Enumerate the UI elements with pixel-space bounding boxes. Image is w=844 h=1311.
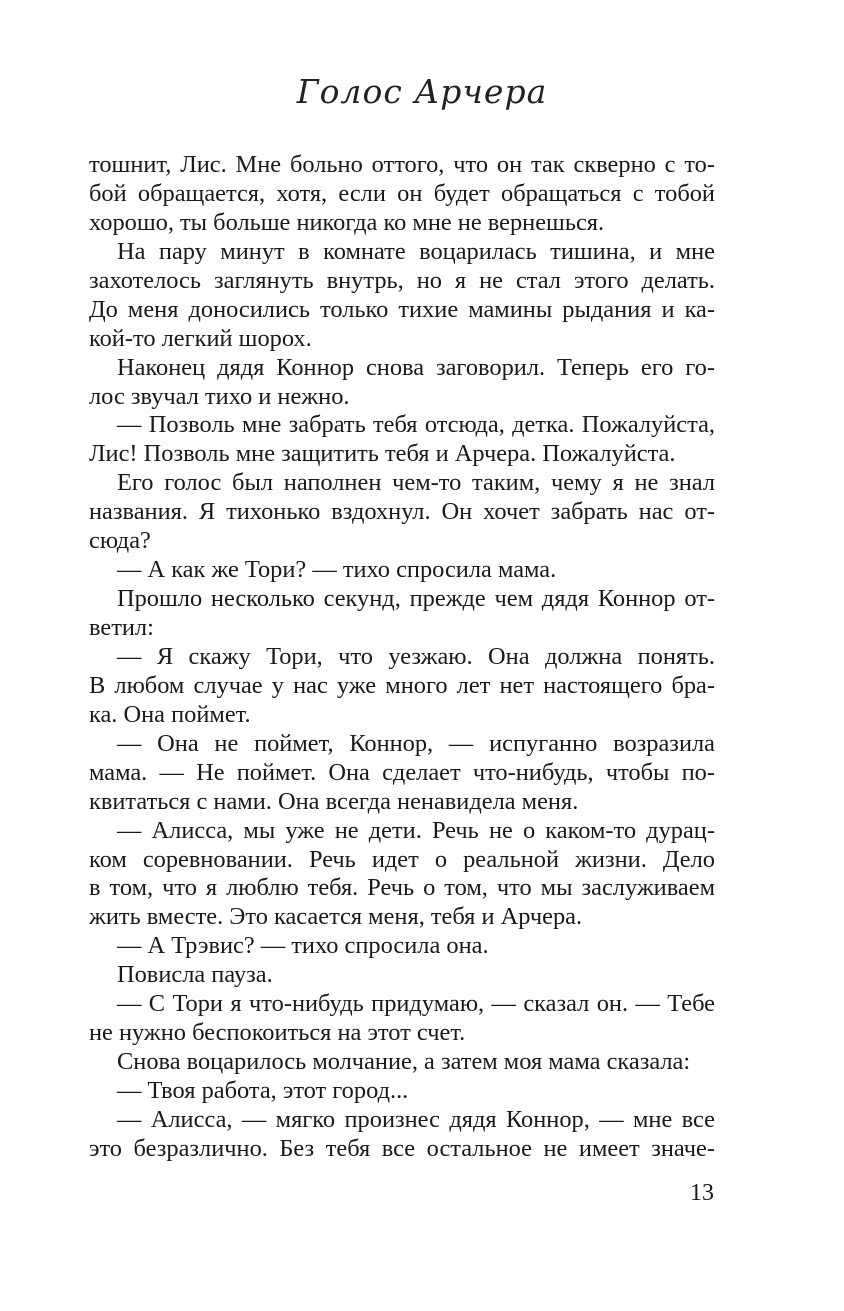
text-line: — Алисса, мы уже не дети. Речь не о каком-то дурац- [117, 816, 715, 844]
text-line: В любом случае у нас уже много лет нет настоящего бра- [89, 671, 715, 699]
text-line: бой обращается, хотя, если он будет обращаться с тобой [89, 179, 715, 207]
text-line: — Алисса, — мягко произнес дядя Коннор, — мне все [117, 1105, 715, 1133]
text-line: захотелось заглянуть внутрь, но я не стал этого делать. [89, 266, 715, 294]
paragraph [89, 961, 715, 990]
text-line: названия. Я тихонько вздохнул. Он хочет забрать нас от- [89, 498, 715, 526]
page-body-text [89, 151, 715, 1164]
text-line: жить вместе. Это касается меня, тебя и Арчера. [89, 903, 583, 931]
text-line: — С Тори я что-нибудь придумаю, — сказал он. — Тебе [117, 990, 715, 1018]
running-head: Голос Арчера [296, 72, 548, 111]
text-line: ветил: [89, 614, 154, 641]
paragraph [89, 556, 715, 585]
text-line: в том, что я люблю тебя. Речь о том, что мы заслуживаем [89, 874, 715, 902]
text-line: это безразлично. Без тебя все остальное не имеет значе- [89, 1134, 715, 1162]
text-line: — Она не поймет, Коннор, — испуганно возразила [117, 729, 715, 757]
text-line: Повисла пауза. [117, 961, 273, 989]
paragraph [89, 730, 715, 817]
paragraph [89, 817, 715, 933]
text-line: — Твоя работа, этот город... [117, 1077, 409, 1104]
text-line: ком соревновании. Речь идет о реальной жизни. Дело [89, 845, 715, 873]
text-line: ка. Она поймет. [89, 700, 251, 728]
paragraph [89, 1106, 715, 1164]
text-line: кой-то легкий шорох. [89, 324, 312, 352]
text-line: Его голос был наполнен чем-то таким, чему я не знал [117, 469, 715, 497]
paragraph [89, 354, 715, 412]
text-line: — Я скажу Тори, что уезжаю. Она должна понять. [117, 642, 715, 670]
text-line: — Позволь мне забрать тебя отсюда, детка. Пожалуйста, [117, 411, 715, 439]
text-line: сюда? [89, 527, 151, 555]
paragraph [89, 238, 715, 354]
text-line: — А как же Тори? — тихо спросила мама. [117, 556, 557, 584]
text-line: Снова воцарилось молчание, а затем моя мама сказала: [117, 1048, 691, 1076]
paragraph [89, 469, 715, 556]
text-line: — А Трэвис? — тихо спросила она. [117, 932, 489, 960]
paragraph [89, 643, 715, 730]
text-line: Прошло несколько секунд, прежде чем дядя Коннор от- [117, 585, 715, 613]
paragraph [89, 990, 715, 1048]
paragraph [89, 411, 715, 469]
text-line: тошнит, Лис. Мне больно оттого, что он так скверно с то- [89, 151, 715, 178]
paragraph [89, 1048, 715, 1077]
text-line: Лис! Позволь мне защитить тебя и Арчера. Пожалуйста. [89, 440, 676, 468]
paragraph [89, 932, 715, 961]
page-number: 13 [690, 1180, 714, 1206]
text-line: лос звучал тихо и нежно. [89, 382, 350, 410]
text-line: хорошо, ты больше никогда ко мне не вернешься. [89, 208, 605, 236]
paragraph [89, 151, 715, 238]
paragraph [89, 585, 715, 643]
text-line: не нужно беспокоиться на этот счет. [89, 1019, 466, 1047]
text-line: На пару минут в комнате воцарилась тишина, и мне [117, 237, 715, 265]
text-line: мама. — Не поймет. Она сделает что-нибудь, чтобы по- [89, 758, 715, 786]
text-line: До меня доносились только тихие мамины рыдания и ка- [89, 295, 715, 323]
paragraph [89, 1077, 715, 1106]
text-line: Наконец дядя Коннор снова заговорил. Теперь его го- [117, 353, 715, 381]
text-line: квитаться с нами. Она всегда ненавидела меня. [89, 787, 579, 815]
